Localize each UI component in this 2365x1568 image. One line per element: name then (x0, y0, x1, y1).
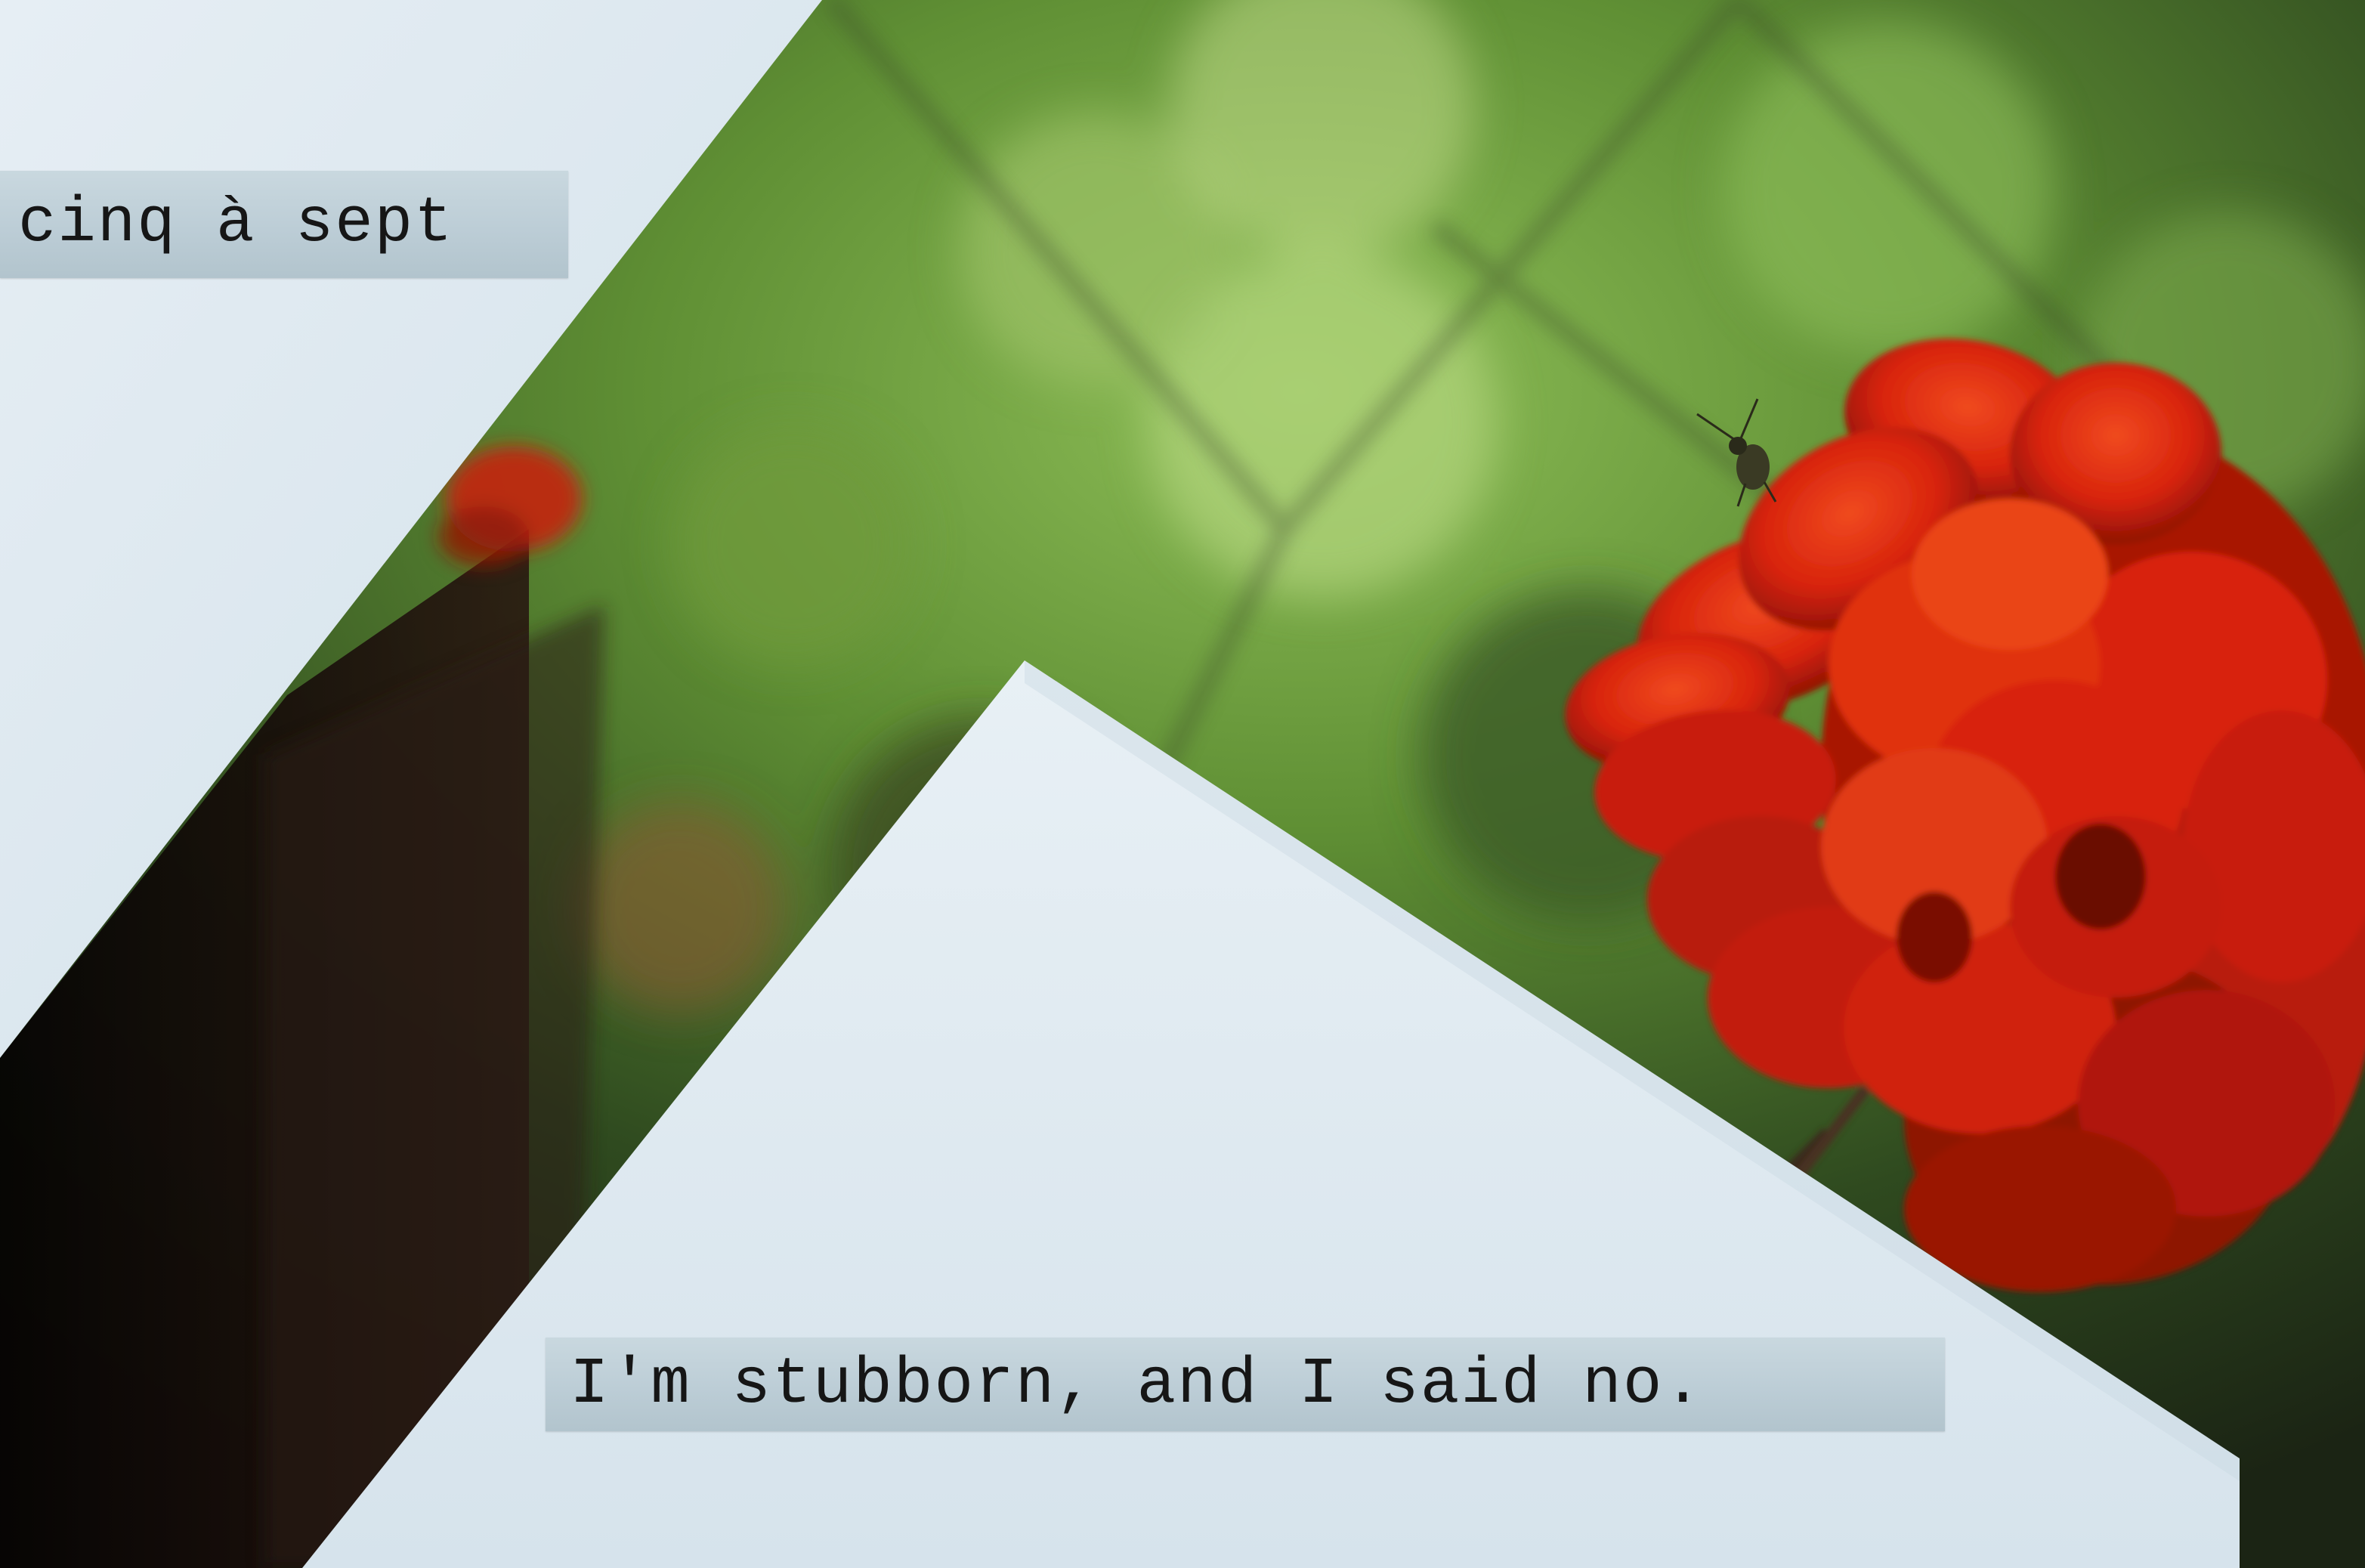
caption-top: cinq à sept (0, 171, 568, 278)
caption-bottom: I'm stubborn, and I said no. (546, 1338, 1945, 1431)
